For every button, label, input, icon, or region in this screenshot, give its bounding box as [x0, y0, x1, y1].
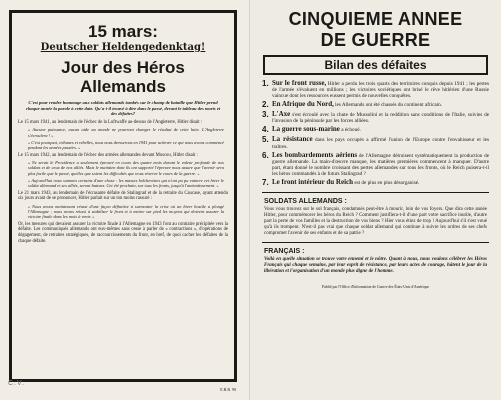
- item-number: 3.: [262, 110, 269, 120]
- item-text: [272, 179, 419, 187]
- item-lead: L'Axe: [272, 110, 291, 119]
- item-text: [272, 80, 489, 99]
- item-text: [272, 111, 489, 124]
- item-body: les Allemands ont été chassés du continent africain.: [335, 102, 443, 109]
- title-line-2: Allemands: [80, 77, 166, 96]
- defeats-list: [262, 80, 489, 187]
- body-paragraph: Or, les mesures qui devaient assurer la victoire finale à l'Allemagne en 1943 l'ont au contraire précipitée vers la défaite. Les communiqués allemands ont eux-mêmes sans cesse à parler de « contractions », d'opérations de dégagement, de retraites stratégiques, de raccourcissements du front, en bref, de quoi cacher les défaites de la chaque défaite.: [18, 221, 228, 244]
- headline: [250, 9, 501, 51]
- title-line-1: Jour des Héros: [61, 58, 185, 77]
- item-number: 2.: [262, 100, 269, 110]
- francais-paragraph: Voilà en quelle situation se trouve votre ennemi et le nôtre. Quant à nous, nous voulons célébrer les Héros Français qui chaque semaine, par leur esprit de résistance, par leurs actes de courage, hâtent le jour de la libération et l'organisation d'un monde plus digne de l'homme.: [264, 257, 487, 275]
- item-number: 6.: [262, 150, 269, 160]
- body-paragraph: Le 21 mars 1943, au lendemain de l'écrasante défaite de Stalingrad et de la retraite du Caucase, ayant attendu six jours avant de se prononcer, Hitler parlait sur un ton moins rassuré :: [18, 190, 228, 202]
- pencil-initials: C.V.: [8, 380, 25, 387]
- item-lead: Les bombardements aériens: [272, 150, 358, 159]
- soldats-paragraph: Vous vous trouvez sur le sol français, condamnés peut-être à mourir, loin de vos foyers. Que dira cette année Hitler, pour commémorer les héros du Reich ? Comment justifiera-t-il d'une part votre sacrifice inutile, d'autre part la perte de vos familles et la destruction de vos biens ? Hier vous étiez de trop ! Aujourd'hui s'il s'est voué qu'à ils trompent. N'est-il pas vrai que chaque soldat allemand qui continue à suivre les ordres de ses chefs compromet l'avenir de ses enfants et de sa patrie ?: [264, 207, 487, 237]
- headline-line-2: DE GUERRE: [320, 30, 431, 50]
- bilan-banner: Bilan des défaites: [263, 55, 488, 75]
- headline-line-1: CINQUIEME ANNEE: [288, 9, 463, 29]
- item-text: [272, 152, 489, 177]
- item-text: [272, 126, 361, 134]
- item-number: 5.: [262, 135, 269, 145]
- item-body: s'est écroulé avec la chute de Mussolini et la reddition sans conditions de l'Italie, suivies de l'invasion de la péninsule par les forces alliées.: [272, 112, 490, 125]
- item-lead: Sur le front russe,: [272, 79, 327, 87]
- speech-quote: « Aucune puissance, aucun aide au monde ne pourront changer le résultat de cette lutte. L'Angleterre s'écroulera ! »: [28, 127, 224, 138]
- right-leaflet-page: [250, 0, 501, 400]
- speech-quote: « Ne serait le Providence a seulement éprouvé en cours des quatre mois durant le valeur profonde de nos soldats et de ceux de nos alliés. Mais le maintien dont ils ont supporté l'épreuve nous assure que l'avenir sera plus facile que le passé, quelles que soient les difficultés que nous réserve le cours de la guerre. »: [28, 160, 224, 176]
- intro-paragraph: C'est pour rendre hommage aux soldats allemands tombés sur le champ de bataille que Hitler prend chaque année la parole à cette date. Qu'a-t-il trouvé à dire dans le passé, devant le tableau des morts et des défaites?: [25, 100, 221, 117]
- list-item: [262, 126, 489, 134]
- left-leaflet-page: [0, 0, 250, 400]
- body-paragraph: Le 15 mars 1941, au lendemain de l'échec de la Luftwaffe au-dessus de l'Angleterre, Hitler disait :: [18, 119, 203, 125]
- speech-quotes: [18, 120, 228, 244]
- page-title: [18, 58, 228, 96]
- item-body: de l'Allemagne détruisent systématiquement la production de guerre allemande. La main-d'œuvre manque, les matières premières commencent à manquer. D'autre part, étant donné le nombre croissant des pertes allemandes sur tous les fronts, où le Reich puisera-t-il les héros commandés à de futurs Stalingrad ?: [272, 152, 490, 177]
- item-lead: Le front intérieur du Reich: [272, 178, 354, 187]
- body-paragraph: Le 15 mars 1942, au lendemain de l'échec des armées allemandes devant Moscou, Hitler disait :: [18, 152, 198, 158]
- item-body: est de plus en plus désorganisé.: [354, 180, 420, 187]
- divider: [262, 242, 489, 243]
- speech-quote: « Aujourd'hui nous sommes certains d'une chose : les masses bolchevistes qui n'ont pu pu vaincre cet hiver le soldat allemand et ses alliés, seront battues. Cet été prochain, sur tous les fronts, jusqu'à l'anéantissement. »: [28, 178, 224, 189]
- list-item: [262, 101, 489, 109]
- item-lead: La guerre sous-marine: [272, 125, 340, 134]
- list-item: [262, 152, 489, 177]
- list-item: [262, 80, 489, 99]
- publisher-footer: Publié par l'Office d'Information de Guerre des États-Unis d'Amérique: [321, 285, 430, 290]
- speech-quote: « C'est pourquoi, tribunes et rebelles, nous nous dresserons en 1941 pour achever ce qui nous avons commencé pendant les années passées. »: [28, 139, 225, 151]
- list-item: [262, 111, 489, 124]
- list-item: [262, 136, 489, 149]
- divider: [262, 192, 489, 193]
- speech-quote: « Nous avons maintenant réussi d'une façon définitive à surmonter la crise où un hiver hostile a plongé l'Allemagne ; nous avons réussi à stabiliser le front et à mettre sur pied les moyens qui doivent assurer la victoire finale dans les mois à venir. »: [28, 203, 224, 220]
- footer-code: E.B.R. 90: [220, 387, 236, 392]
- item-body: dans les pays occupés a affirmé l'union de l'Europe contre l'envahisseur et les traîtres.: [272, 137, 489, 150]
- francais-heading: FRANÇAIS :: [264, 248, 305, 256]
- list-item: [262, 179, 489, 187]
- item-number: 1.: [262, 79, 269, 88]
- item-text: [272, 136, 489, 149]
- item-body: Hitler a perdu les trois quarts des territoires conquis depuis 1941 ; les pertes de l'armée s'évaluent en millions ; les victoires soviétiques ont brisé le rêve hitlérien d'une Russie vaincue dont les ressources eussent permis de nouvelles conquêtes.: [272, 81, 490, 100]
- left-page-frame: [9, 10, 237, 382]
- soldats-heading: SOLDATS ALLEMANDS :: [264, 198, 347, 206]
- german-subheading: Deutscher Heldengedenktag!: [40, 42, 206, 53]
- item-number: 4.: [262, 125, 269, 135]
- item-body: a échoué.: [341, 127, 361, 134]
- item-text: [272, 101, 442, 109]
- item-lead: La résistance: [272, 135, 313, 144]
- item-lead: En Afrique du Nord,: [272, 100, 334, 109]
- date-heading: 15 mars:: [88, 22, 158, 41]
- item-number: 7.: [262, 178, 269, 188]
